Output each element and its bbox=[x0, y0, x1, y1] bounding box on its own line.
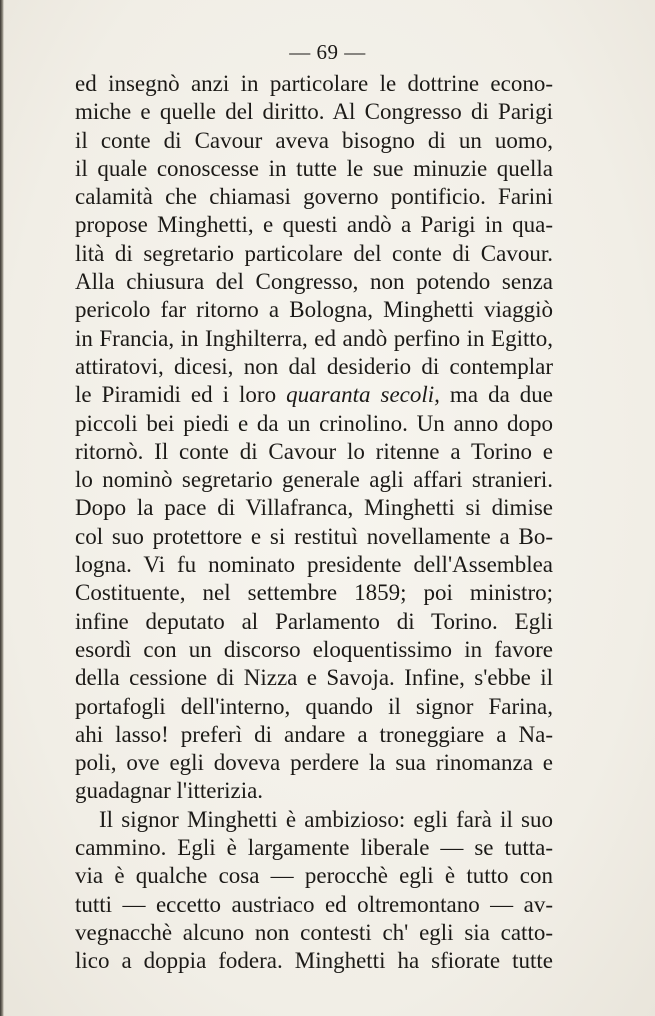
text-line: della cessione di Nizza e Savoja. Infine, s'ebbe il bbox=[75, 665, 553, 691]
text-line: pericolo far ritorno a Bologna, Minghetti viaggiò bbox=[75, 297, 553, 323]
text-line: attiratovi, dicesi, non dal desiderio di contemplar bbox=[75, 353, 553, 379]
text-line: infine deputato al Parlamento di Torino. Egli bbox=[75, 608, 553, 634]
text-line: Dopo la pace di Villafranca, Minghetti si dimise bbox=[75, 495, 553, 521]
page-binding-edge bbox=[0, 0, 4, 1016]
text-line: portafogli dell'interno, quando il signor Farina, bbox=[75, 693, 553, 719]
text-line: tutti — eccetto austriaco ed oltremontano — av- bbox=[75, 891, 553, 917]
text-line: esordì con un discorso eloquentissimo in favore bbox=[75, 636, 553, 662]
text-line: vegnacchè alcuno non contesti ch' egli sia catto- bbox=[75, 919, 553, 945]
text-line: Il signor Minghetti è ambizioso: egli farà il suo bbox=[99, 806, 553, 832]
text-line: lo nominò segretario generale agli affari stranieri. bbox=[75, 467, 553, 493]
text-line: propose Minghetti, e questi andò a Parigi in qua- bbox=[75, 212, 553, 238]
text-line: Alla chiusura del Congresso, non potendo senza bbox=[75, 269, 553, 295]
text-line: ritornò. Il conte di Cavour lo ritenne a Torino e bbox=[75, 438, 553, 464]
text-line: calamità che chiamasi governo pontificio. Farini bbox=[75, 184, 553, 210]
text-line: lico a doppia fodera. Minghetti ha sfiorate tutte bbox=[75, 948, 553, 974]
text-line: il conte di Cavour aveva bisogno di un uomo, bbox=[75, 127, 553, 153]
text-line: ahi lasso! preferì di andare a troneggiare a Na- bbox=[75, 721, 553, 747]
text-line: cammino. Egli è largamente liberale — se tutta- bbox=[75, 835, 553, 861]
body-text bbox=[75, 70, 553, 976]
text-line: poli, ove egli doveva perdere la sua rinomanza e bbox=[75, 750, 553, 776]
text-line: ed insegnò anzi in particolare le dottrine econo- bbox=[75, 71, 553, 96]
text-line: il quale conoscesse in tutte le sue minuzie quella bbox=[75, 155, 553, 181]
text-line: in Francia, in Inghilterra, ed andò perfino in Egitto, bbox=[75, 325, 553, 351]
text-line: lità di segretario particolare del conte di Cavour. bbox=[75, 240, 553, 266]
text-line: guadagnar l'itterizia. bbox=[75, 778, 264, 804]
text-line: Costituente, nel settembre 1859; poi ministro; bbox=[75, 580, 553, 606]
text-line: logna. Vi fu nominato presidente dell'Assemblea bbox=[75, 552, 553, 578]
text-line: via è qualche cosa — perocchè egli è tutto con bbox=[75, 863, 553, 889]
text-segment: le Piramidi ed i loro bbox=[75, 382, 287, 408]
italic-phrase: quaranta secoli, bbox=[286, 382, 440, 408]
page-number: — 69 — bbox=[289, 40, 366, 64]
text-line: col suo protettore e si restituì novellamente a Bo- bbox=[75, 523, 553, 549]
text-line: miche e quelle del diritto. Al Congresso di Parigi bbox=[75, 99, 553, 125]
text-line: piccoli bei piedi e da un crinolino. Un anno dopo bbox=[75, 410, 553, 436]
text-segment: ma da due bbox=[439, 382, 553, 408]
text-line bbox=[75, 381, 553, 409]
